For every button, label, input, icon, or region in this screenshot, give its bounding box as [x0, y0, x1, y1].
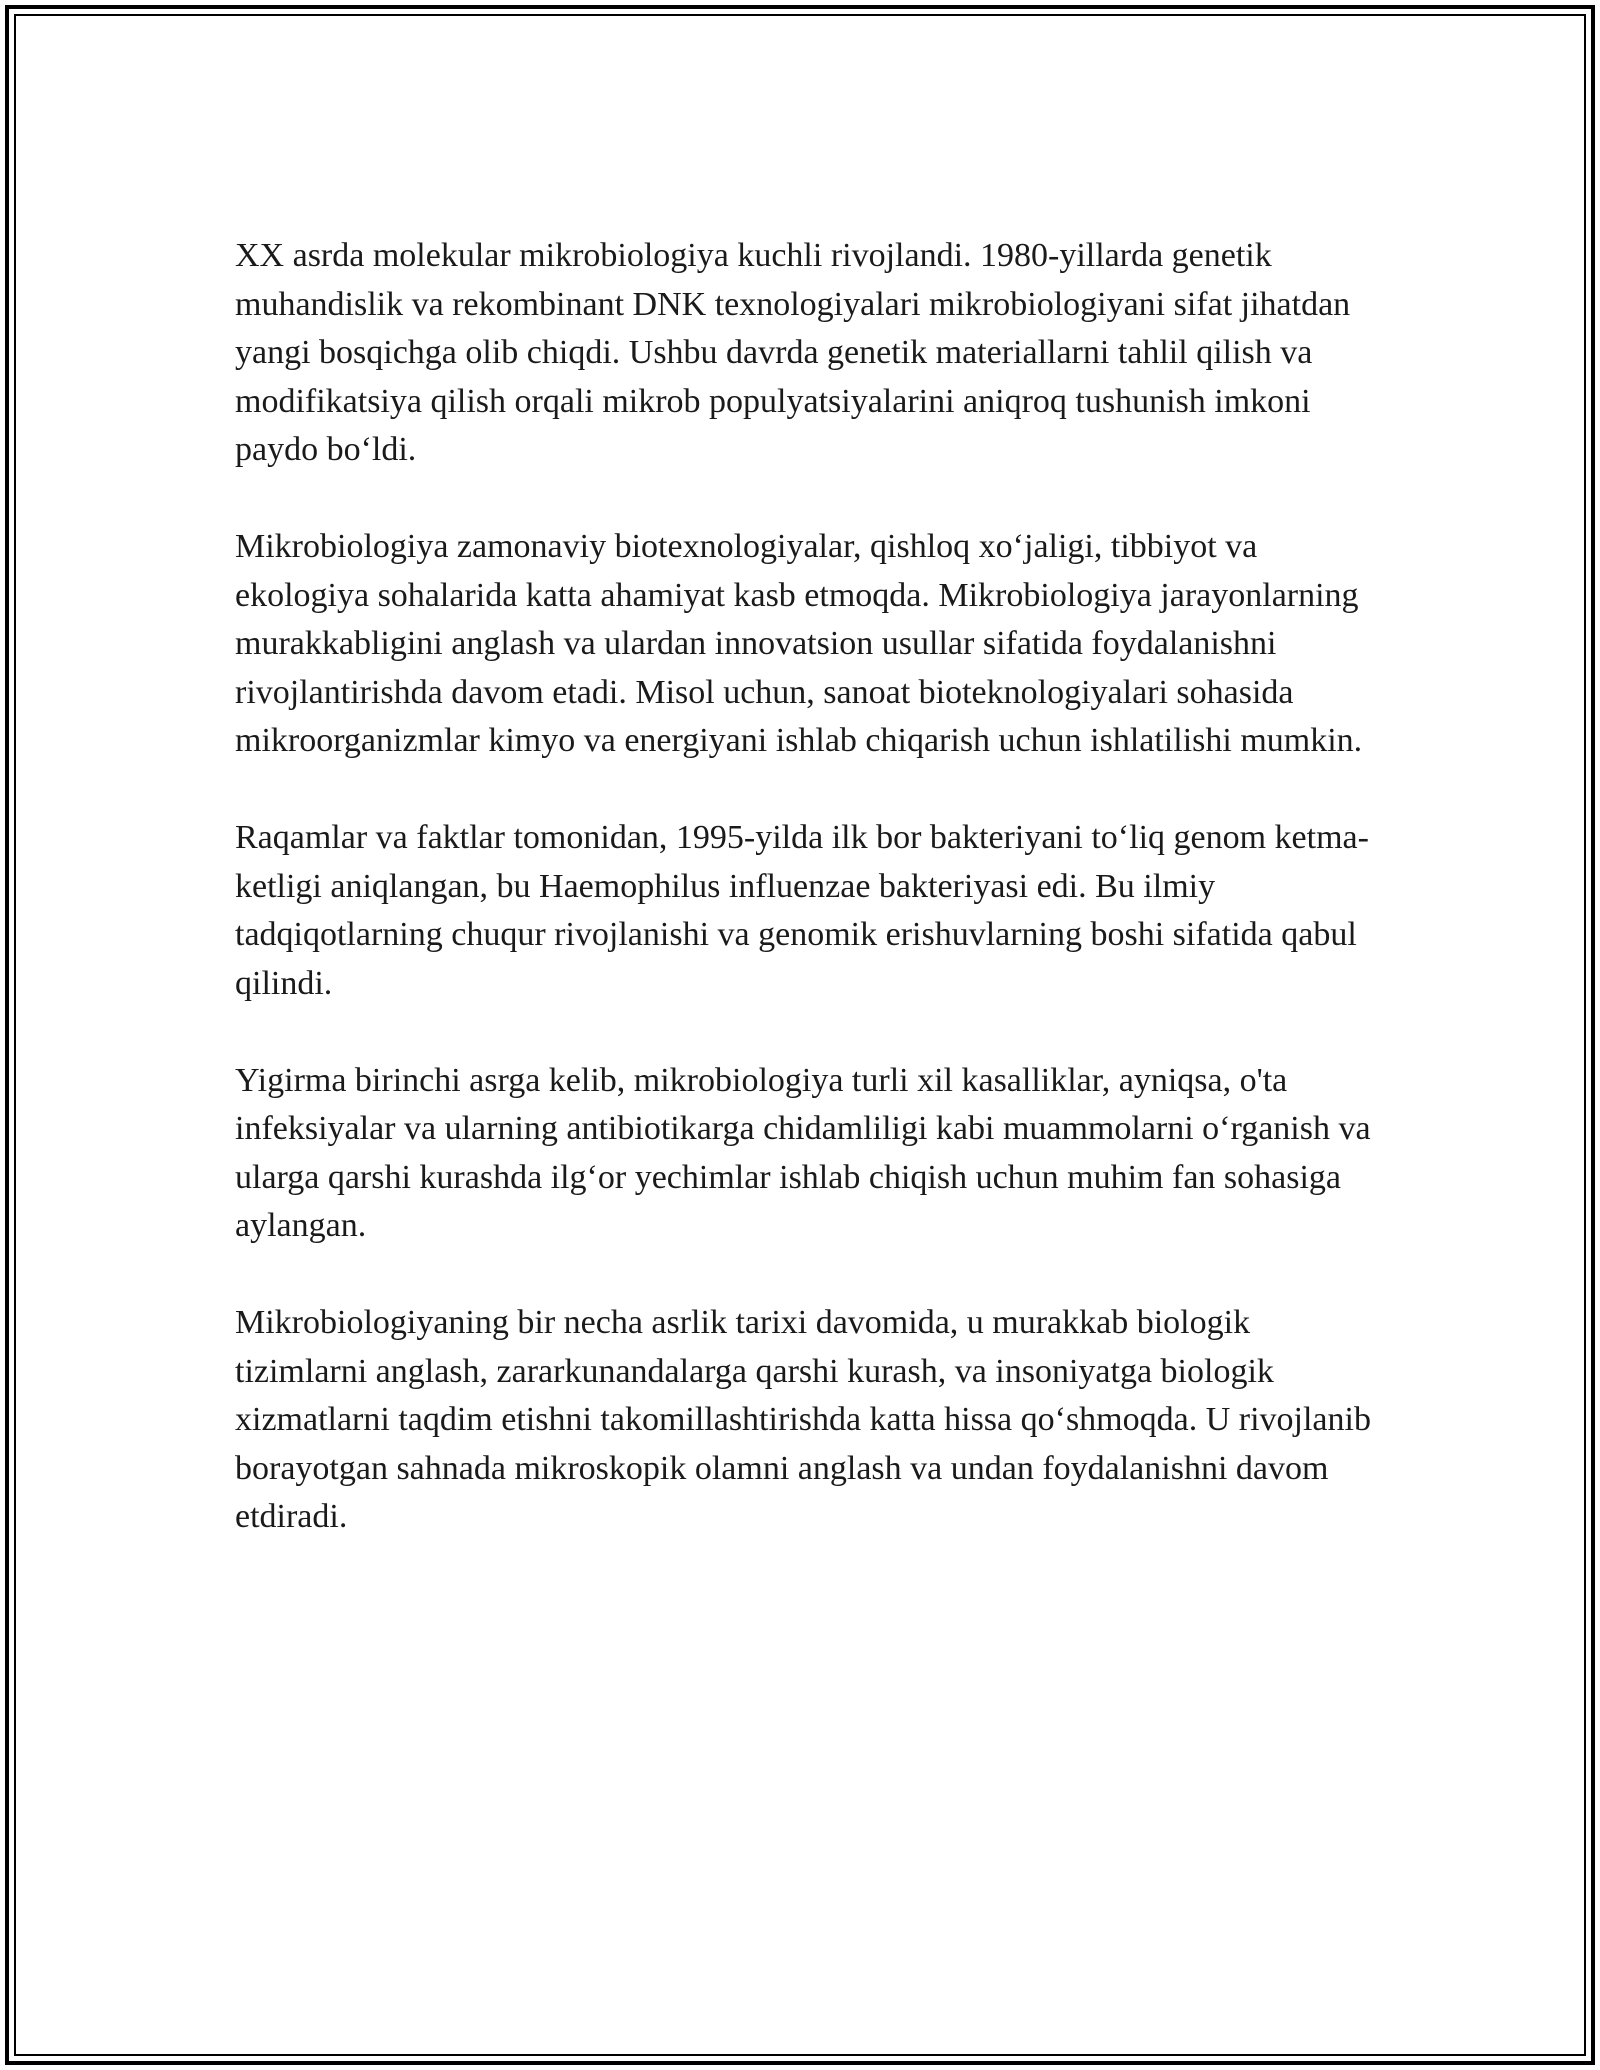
- paragraph-3: Raqamlar va faktlar tomonidan, 1995-yilda ilk bor bakteriyani to‘liq genom ketma-ketligi aniqlangan, bu Haemophilus influenzae bakteriyasi edi. Bu ilmiy tadqiqotlarning chuqur rivojlanishi va genomik erishuvlarning boshi sifatida qabul qilindi.: [235, 819, 1369, 1002]
- paragraph-1: XX asrda molekular mikrobiologiya kuchli rivojlandi. 1980-yillarda genetik muhandislik va rekombinant DNK texnologiyalari mikrobiologiyani sifat jihatdan yangi bosqichga olib chiqdi. Ushbu davrda genetik materiallarni tahlil qilish va modifikatsiya qilish orqali mikrob populyatsiyalarini aniqroq tushunish imkoni paydo bo‘ldi.: [235, 237, 1351, 468]
- document-body: [235, 232, 1375, 1590]
- paragraph-4: Yigirma birinchi asrga kelib, mikrobiologiya turli xil kasalliklar, ayniqsa, o'ta infeksiyalar va ularning antibiotikarga chidamliligi kabi muammolarni o‘rganish va ularga qarshi kurashda ilg‘or yechimlar ishlab chiqish uchun muhim fan sohasiga aylangan.: [235, 1061, 1371, 1244]
- paragraph-2: Mikrobiologiya zamonaviy biotexnologiyalar, qishloq xo‘jaligi, tibbiyot va ekologiya sohalarida katta ahamiyat kasb etmoqda. Mikrobiologiya jarayonlarning murakkabligini anglash va ulardan innovatsion usullar sifatida foydalanishni rivojlantirishda davom etadi. Misol uchun, sanoat bioteknologiyalari sohasida mikroorganizmlar kimyo va energiyani ishlab chiqarish uchun ishlatilishi mumkin.: [235, 528, 1363, 759]
- paragraph-5: Mikrobiologiyaning bir necha asrlik tarixi davomida, u murakkab biologik tizimlarni anglash, zararkunandalarga qarshi kurash, va insoniyatga biologik xizmatlarni taqdim etishni takomillashtirishda katta hissa qo‘shmoqda. U rivojlanib borayotgan sahnada mikroskopik olamni anglash va undan foydalanishni davom etdiradi.: [235, 1304, 1371, 1535]
